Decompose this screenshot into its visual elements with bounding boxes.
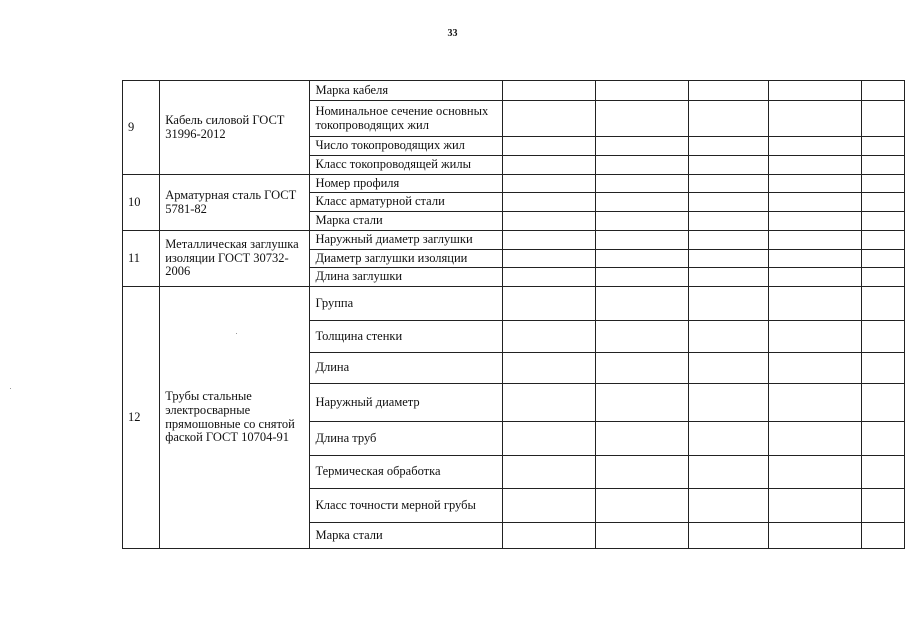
- value-cell: [769, 156, 862, 175]
- value-cell: [596, 101, 689, 137]
- value-cell: [689, 212, 769, 231]
- value-cell: [502, 212, 595, 231]
- table-row: [123, 175, 905, 193]
- parameter-name: Толщина стенки: [310, 321, 503, 353]
- scan-speck: [236, 333, 237, 334]
- value-cell: [862, 250, 905, 268]
- value-cell: [862, 422, 905, 456]
- value-cell: [769, 193, 862, 212]
- row-number: 10: [123, 175, 160, 231]
- value-cell: [502, 422, 595, 456]
- object-name: Трубы стальные электросварные прямошовные со снятой фаской ГОСТ 10704-91: [160, 287, 310, 549]
- value-cell: [862, 268, 905, 287]
- value-cell: [689, 523, 769, 549]
- value-cell: [502, 384, 595, 422]
- parameter-name: Число токопроводящих жил: [310, 137, 503, 156]
- value-cell: [769, 212, 862, 231]
- value-cell: [502, 287, 595, 321]
- value-cell: [689, 193, 769, 212]
- value-cell: [689, 456, 769, 489]
- value-cell: [596, 137, 689, 156]
- value-cell: [502, 250, 595, 268]
- value-cell: [862, 156, 905, 175]
- value-cell: [689, 384, 769, 422]
- table-row: [123, 287, 905, 321]
- value-cell: [502, 489, 595, 523]
- value-cell: [596, 422, 689, 456]
- value-cell: [596, 321, 689, 353]
- value-cell: [862, 287, 905, 321]
- value-cell: [502, 231, 595, 250]
- value-cell: [502, 268, 595, 287]
- value-cell: [862, 231, 905, 250]
- value-cell: [502, 193, 595, 212]
- value-cell: [689, 137, 769, 156]
- value-cell: [769, 231, 862, 250]
- scan-speck: [10, 388, 11, 389]
- object-name: Арматурная сталь ГОСТ 5781-82: [160, 175, 310, 231]
- value-cell: [596, 175, 689, 193]
- value-cell: [862, 353, 905, 384]
- value-cell: [689, 231, 769, 250]
- parameter-name: Марка стали: [310, 523, 503, 549]
- value-cell: [862, 137, 905, 156]
- value-cell: [862, 101, 905, 137]
- value-cell: [862, 523, 905, 549]
- value-cell: [689, 101, 769, 137]
- value-cell: [502, 175, 595, 193]
- value-cell: [689, 156, 769, 175]
- value-cell: [596, 287, 689, 321]
- parameter-name: Длина труб: [310, 422, 503, 456]
- row-number: 12: [123, 287, 160, 549]
- value-cell: [769, 489, 862, 523]
- row-number: 9: [123, 81, 160, 175]
- value-cell: [769, 523, 862, 549]
- value-cell: [769, 384, 862, 422]
- value-cell: [596, 268, 689, 287]
- parameter-name: Наружный диаметр заглушки: [310, 231, 503, 250]
- parameter-name: Термическая обработка: [310, 456, 503, 489]
- parameter-name: Номинальное сечение основных токопроводящих жил: [310, 101, 503, 137]
- value-cell: [596, 489, 689, 523]
- value-cell: [769, 137, 862, 156]
- parameter-name: Группа: [310, 287, 503, 321]
- value-cell: [769, 456, 862, 489]
- value-cell: [769, 422, 862, 456]
- parameter-name: Класс токопроводящей жилы: [310, 156, 503, 175]
- value-cell: [862, 384, 905, 422]
- value-cell: [502, 353, 595, 384]
- value-cell: [596, 212, 689, 231]
- value-cell: [689, 353, 769, 384]
- parameter-name: Номер профиля: [310, 175, 503, 193]
- parameter-name: Длина заглушки: [310, 268, 503, 287]
- value-cell: [502, 101, 595, 137]
- value-cell: [769, 321, 862, 353]
- parameter-name: Длина: [310, 353, 503, 384]
- page-number: 33: [447, 28, 458, 39]
- value-cell: [596, 250, 689, 268]
- table-row: [123, 81, 905, 101]
- value-cell: [689, 321, 769, 353]
- value-cell: [689, 489, 769, 523]
- value-cell: [596, 353, 689, 384]
- value-cell: [689, 81, 769, 101]
- value-cell: [769, 101, 862, 137]
- object-name: Металлическая заглушка изоляции ГОСТ 30732-2006: [160, 231, 310, 287]
- value-cell: [689, 175, 769, 193]
- value-cell: [502, 137, 595, 156]
- value-cell: [769, 250, 862, 268]
- value-cell: [502, 81, 595, 101]
- parameter-name: Диаметр заглушки изоляции: [310, 250, 503, 268]
- value-cell: [769, 175, 862, 193]
- value-cell: [689, 268, 769, 287]
- value-cell: [502, 456, 595, 489]
- value-cell: [862, 81, 905, 101]
- object-name: Кабель силовой ГОСТ 31996-2012: [160, 81, 310, 175]
- value-cell: [769, 268, 862, 287]
- value-cell: [862, 489, 905, 523]
- value-cell: [689, 422, 769, 456]
- parameter-name: Марка стали: [310, 212, 503, 231]
- value-cell: [596, 384, 689, 422]
- specification-table: [122, 80, 905, 549]
- value-cell: [502, 156, 595, 175]
- value-cell: [862, 456, 905, 489]
- value-cell: [596, 456, 689, 489]
- parameter-name: Класс точности мерной грубы: [310, 489, 503, 523]
- parameter-name: Марка кабеля: [310, 81, 503, 101]
- value-cell: [596, 523, 689, 549]
- value-cell: [862, 212, 905, 231]
- value-cell: [689, 250, 769, 268]
- value-cell: [596, 81, 689, 101]
- table-row: [123, 231, 905, 250]
- parameter-name: Класс арматурной стали: [310, 193, 503, 212]
- value-cell: [862, 193, 905, 212]
- value-cell: [689, 287, 769, 321]
- value-cell: [502, 523, 595, 549]
- value-cell: [502, 321, 595, 353]
- value-cell: [862, 321, 905, 353]
- value-cell: [596, 231, 689, 250]
- value-cell: [596, 156, 689, 175]
- value-cell: [769, 353, 862, 384]
- value-cell: [596, 193, 689, 212]
- row-number: 11: [123, 231, 160, 287]
- parameter-name: Наружный диаметр: [310, 384, 503, 422]
- value-cell: [862, 175, 905, 193]
- value-cell: [769, 287, 862, 321]
- value-cell: [769, 81, 862, 101]
